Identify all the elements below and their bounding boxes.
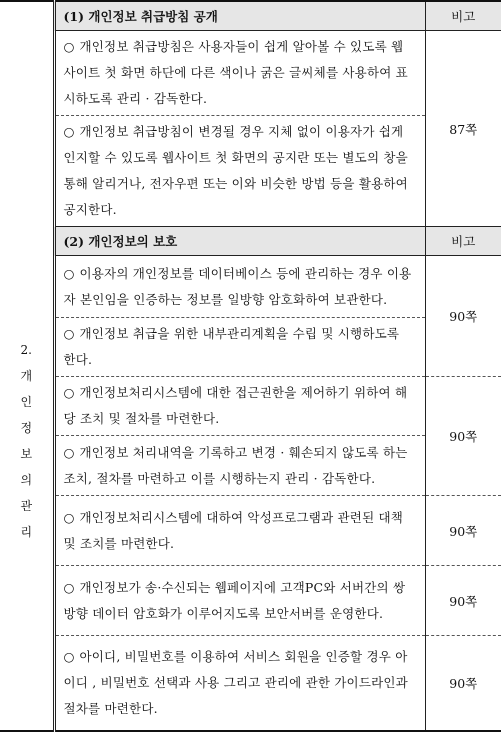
item-text: 개인정보 처리내역을 기록하고 변경 · 훼손되지 않도록 하는 조치, 절차를 마련하고 이를 시행하는지 관리 · 감독한다.	[63, 444, 408, 486]
page-reference: 90쪽	[425, 496, 501, 566]
category-label-line: 2.	[20, 342, 32, 357]
category-label-line: 리	[20, 524, 33, 539]
item-text: 이용자의 개인정보를 데이터베이스 등에 관리하는 경우 이용자 본인임을 인증하는 정보를 일방향 암호화하여 보관한다.	[63, 265, 412, 307]
item-text: 개인정보 취급방침이 변경될 경우 지체 없이 이용자가 쉽게 인지할 수 있도록 웹사이트 첫 화면의 공지란 또는 별도의 창을 통해 알리거나, 전자우편 또는 이와 비슷한 방법 등을 활용하여 공지한다.	[63, 124, 408, 217]
list-item	[54, 256, 425, 318]
bullet-circle-icon: ○	[63, 124, 75, 139]
bullet-circle-icon: ○	[63, 509, 75, 525]
list-item	[54, 31, 425, 116]
bullet-circle-icon: ○	[63, 648, 75, 664]
page-reference: 90쪽	[425, 566, 501, 636]
category-label-line: 인	[20, 394, 33, 409]
bullet-circle-icon: ○	[63, 326, 75, 341]
category-label-line: 정	[20, 420, 33, 435]
remarks-header: 비고	[425, 1, 501, 31]
section-title: (2) 개인정보의 보호	[54, 227, 425, 256]
list-item	[54, 436, 425, 496]
page-reference: 90쪽	[425, 636, 501, 731]
item-text: 개인정보처리시스템에 대하여 악성프로그램과 관련된 대책 및 조치를 마련한다.	[63, 509, 404, 551]
list-item	[54, 377, 425, 436]
bullet-circle-icon: ○	[63, 385, 75, 400]
item-text: 아이디, 비밀번호를 이용하여 서비스 회원을 인증할 경우 아이디 , 비밀번호 선택과 사용 그리고 관리에 관한 가이드라인과 절차를 마련한다.	[63, 648, 408, 716]
item-text: 개인정보처리시스템에 대한 접근권한을 제어하기 위하여 해당 조치 및 절차를 마련한다.	[63, 385, 408, 426]
list-item	[54, 496, 425, 566]
section-title: (1) 개인정보 취급방침 공개	[54, 1, 425, 31]
remarks-header: 비고	[425, 227, 501, 256]
category-label-line: 관	[20, 498, 33, 513]
item-text: 개인정보가 송·수신되는 웹페이지에 고객PC와 서버간의 쌍방향 데이터 암호화가 이루어지도록 보안서버를 운영한다.	[63, 579, 406, 621]
bullet-circle-icon: ○	[63, 444, 75, 460]
category-label-line: 보	[20, 446, 33, 461]
category-label-line: 개	[20, 368, 33, 383]
bullet-circle-icon: ○	[63, 579, 75, 595]
item-text: 개인정보 취급방침은 사용자들이 쉽게 알아볼 수 있도록 웹사이트 첫 화면 하단에 다른 색이나 굵은 글씨체를 사용하여 표시하도록 관리 · 감독한다.	[63, 39, 408, 106]
category-label	[0, 1, 54, 731]
list-item	[54, 318, 425, 377]
list-item	[54, 636, 425, 731]
page-reference: 90쪽	[425, 377, 501, 496]
page-reference: 87쪽	[449, 121, 478, 137]
item-text: 개인정보 취급을 위한 내부관리계획을 수립 및 시행하도록 한다.	[63, 326, 400, 367]
bullet-circle-icon: ○	[63, 39, 75, 54]
list-item	[54, 566, 425, 636]
page-reference: 90쪽	[449, 309, 478, 324]
bullet-circle-icon: ○	[63, 265, 75, 281]
list-item	[54, 116, 425, 227]
category-label-line: 의	[20, 472, 33, 487]
